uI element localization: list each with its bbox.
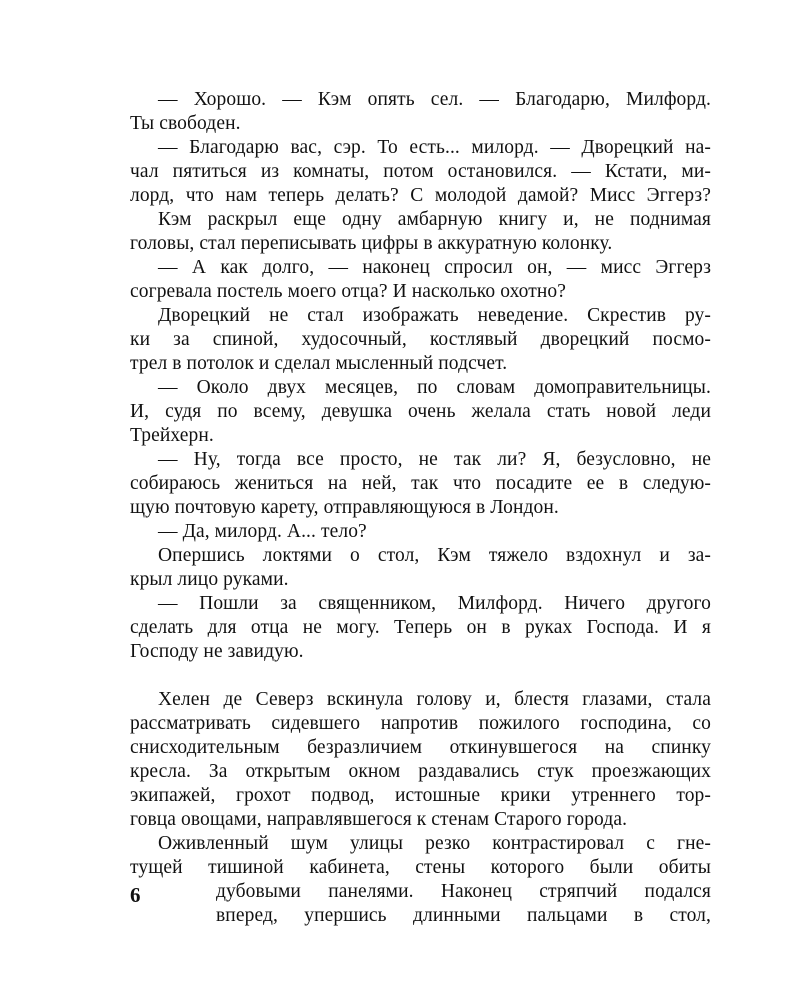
text-line: кресла. За открытым окном раздавались стук проезжающих bbox=[130, 761, 711, 782]
text-line: — Ну, тогда все просто, не так ли? Я, безусловно, не bbox=[158, 449, 711, 470]
text-line: — Пошли за священником, Милфорд. Ничего другого bbox=[158, 593, 711, 614]
text-line: крыл лицо руками. bbox=[130, 569, 289, 590]
text-line: согревала постель моего отца? И насколько охотно? bbox=[130, 281, 567, 302]
text-line: Дворецкий не стал изображать неведение. Скрестив ру- bbox=[158, 305, 711, 326]
text-line: ки за спиной, худосочный, костлявый дворецкий посмо- bbox=[130, 329, 711, 350]
text-line: Трейхерн. bbox=[130, 425, 214, 446]
text-line: — Хорошо. — Кэм опять сел. — Благодарю, Милфорд. bbox=[158, 89, 711, 110]
text-line: трел в потолок и сделал мысленный подсчет. bbox=[130, 353, 508, 374]
text-line: головы, стал переписывать цифры в аккуратную колонку. bbox=[130, 233, 613, 254]
text-line: Кэм раскрыл еще одну амбарную книгу и, не поднимая bbox=[158, 209, 711, 230]
text-line: лорд, что нам теперь делать? С молодой дамой? Мисс Эггерз? bbox=[130, 185, 711, 206]
text-line: собираюсь жениться на ней, так что посадите ее в следую- bbox=[130, 473, 711, 494]
text-line: Господу не завидую. bbox=[130, 641, 304, 662]
text-line: щую почтовую карету, отправляющуюся в Лондон. bbox=[130, 497, 559, 518]
text-line: Хелен де Северз вскинула голову и, блестя глазами, стала bbox=[158, 689, 711, 710]
text-line: Ты свободен. bbox=[130, 113, 241, 134]
text-line: сделать для отца не могу. Теперь он в руках Господа. И я bbox=[130, 617, 711, 638]
text-line: Оживленный шум улицы резко контрастировал с гне- bbox=[158, 833, 711, 854]
text-line: И, судя по всему, девушка очень желала стать новой леди bbox=[130, 401, 711, 422]
text-line: — Да, милорд. А... тело? bbox=[158, 521, 367, 542]
text-line: рассматривать сидевшего напротив пожилого господина, со bbox=[130, 713, 711, 734]
page-number: 6 bbox=[130, 883, 141, 907]
text-line: вперед, упершись длинными пальцами в стол, bbox=[216, 905, 711, 926]
text-line: — А как долго, — наконец спросил он, — мисс Эггерз bbox=[158, 257, 711, 278]
text-line: снисходительным безразличием откинувшегося на спинку bbox=[130, 737, 711, 758]
text-line: чал пятиться из комнаты, потом остановился. — Кстати, ми- bbox=[130, 161, 711, 182]
text-line: тущей тишиной кабинета, стены которого были обиты bbox=[130, 857, 711, 878]
text-line: дубовыми панелями. Наконец стряпчий подался bbox=[216, 881, 711, 902]
text-line: — Около двух месяцев, по словам домоправительницы. bbox=[158, 377, 711, 398]
text-line: экипажей, грохот подвод, истошные крики утреннего тор- bbox=[130, 785, 711, 806]
text-line: Опершись локтями о стол, Кэм тяжело вздохнул и за- bbox=[158, 545, 711, 566]
text-line: — Благодарю вас, сэр. То есть... милорд. — Дворецкий на- bbox=[158, 137, 711, 158]
text-line: говца овощами, направлявшегося к стенам Старого города. bbox=[130, 809, 628, 830]
